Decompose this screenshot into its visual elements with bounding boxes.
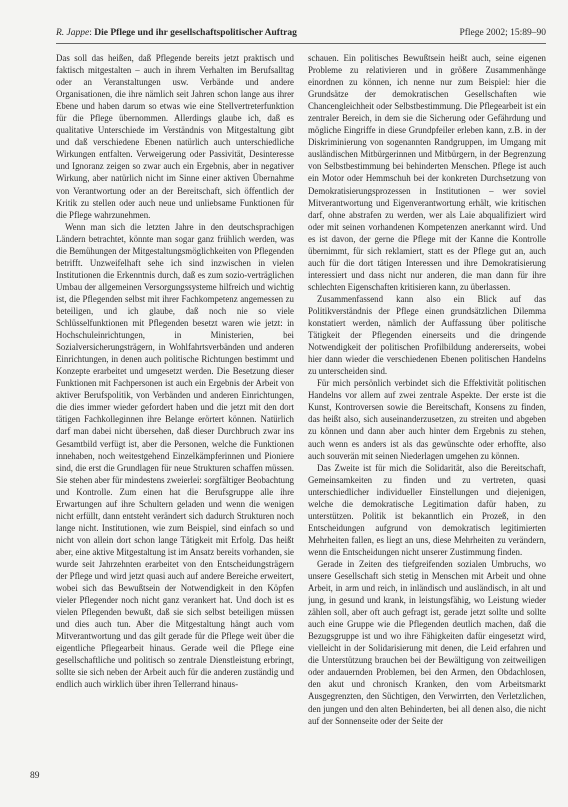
text-column-right: [308, 52, 546, 777]
paragraph: Das soll das heißen, daß Pflegende bereits jetzt praktisch und faktisch mitgestalten – auch in ihrem Verhalten im Berufsalltag oder an Veranstaltungen usw. Verbände und andere Organisationen, die ihre nämlich seit Jahren schon lange aus ihrer Ebene und haben darum so etwas wie eine Stellvertreterfunktion für die Pflege übernommen. Allerdings glaube ich, daß es qualitative Unterschiede im Verständnis von Mitgestaltung gibt und daß verschiedene Ebenen natürlich auch unterschiedliche Wirkungen entfalten. Verweigerung oder Passivität, Desinteresse und Ignoranz zeigen so zwar auch ein Ergebnis, aber in negativer Wirkung, aber natürlich nicht im Sinne einer aktiven Übernahme von Verantwortung oder an der Bereitschaft, sich öffentlich der Kritik zu stellen oder auch neue und unliebsame Funktionen für die Pflege wahrzunehmen.: [56, 53, 294, 220]
header-rule: [56, 43, 546, 44]
text-column-left: [56, 52, 294, 777]
header-journal-citation: Pflege 2002; 15:89–90: [459, 28, 546, 38]
header-left: R. Jappe: Die Pflege und ihr gesellschaftspolitischer Auftrag: [56, 28, 297, 38]
page-number: 89: [30, 771, 40, 781]
paragraph: Das Zweite ist für mich die Solidarität, also die Bereitschaft, Gemeinsamkeiten zu finden und zu vertreten, quasi unterschiedlicher individueller Einstellungen und diejenigen, welche die demokratische Legitimation dafür haben, zu unterstützen. Politik ist bekanntlich ein Prozeß, in den Entscheidungen aufgrund von demokratisch legitimierten Mehrheiten fallen, es liegt an uns, diese Mehrheiten zu verändern, wenn die Entscheidungen nicht unserer Zustimmung finden.: [308, 462, 546, 557]
running-header: [56, 26, 546, 40]
header-author: R. Jappe: [56, 28, 90, 38]
paragraph: schauen. Ein politisches Bewußtsein heißt auch, seine eigenen Probleme zu relativieren und in größere Zusammenhänge einordnen zu können, ich nenne nur zum Beispiel: hier die Grundsätze der demokratischen Gesellschaften wie Chancengleichheit oder Selbstbestimmung. Die Pflegearbeit ist ein zentraler Bereich, in dem sie die Sicherung oder Gefährdung und mögliche Eingriffe in diese Grundpfeiler erleben kann, z.B. in der Diskriminierung von sogenannten Randgruppen, im Umgang mit ausländischen Mitbürgerinnen und Mitbürgern, in der Begrenzung von Selbstbestimmung bei behinderten Menschen. Pflege ist auch ein Motor oder Hemmschuh bei der konkreten Durchsetzung von Demokratisierungsprozessen in Institutionen – wer soviel Mitverantwortung und Eigenverantwortung erhält, wie kritischen darf, ohne abstrafen zu werden, wer als Laie abqualifiziert wird oder mit seinen vorhandenen Kompetenzen anerkannt wird. Und es ist davon, der gerne die Pflege mit der Kanne die Kontrolle übernimmt, für sich reklamiert, statt es der Pflege gut an, auch auch für die dort tätigen Interessen und ihre Demokratisierung interessiert und dass nicht nur anderen, die man dann für ihre schlechten Eigenschaften kritisieren kann, zu überlassen.: [308, 53, 546, 292]
header-article-title: Die Pflege und ihr gesellschaftspolitischer Auftrag: [94, 28, 297, 38]
paragraph: Wenn man sich die letzten Jahre in den deutschsprachigen Ländern betrachtet, könnte man sogar ganz frühlich werden, was die Bemühungen der Mitgestaltungsmöglichkeiten von Pflegenden betrifft. Unzweifelhaft sehe ich sind inzwischen in vielen Institutionen die Erkenntnis durch, daß es zum sozio-verträglichen Umbau der allgemeinen Versorgungssysteme hilfreich und wichtig ist, die Pflegenden selbst mit ihrer Fachkompetenz angemessen zu beteiligen, und ich glaube, daß noch nie so viele Schlüsselfunktionen mit Pflegenden besetzt waren wie jetzt: in Hochschuleinrichtungen, in Ministerien, bei Sozialversicherungsträgern, in Wohlfahrtsverbänden und anderen Einrichtungen, in denen auch politische Richtungen bestimmt und Konzepte erarbeitet und umgesetzt werden. Die Besetzung dieser Funktionen mit Fachpersonen ist auch ein Ergebnis der Arbeit von aktiver Berufspolitik, von Verbänden und anderen Einrichtungen, die dies immer wieder gefordert haben und die jetzt mit den dort tätigen Fachkolleginnen ihre Belange erörtert können. Natürlich darf man dabei nicht übersehen, daß dieser Durchbruch zwar ins Gesamtbild verfügt ist, aber die Personen, welche die Funktionen innehaben, noch weitestgehend Einzelkämpferinnen und Pioniere sind, die erst die Grundlagen für neue Strukturen schaffen müssen. Sie stehen aber für mindestens zweierlei: sorgfältiger Beobachtung und Kontrolle. Zum einen hat die Berufsgruppe alle ihre Erwartungen auf ihre Schultern geladen und wenn die wenigen nicht erfüllt, dann entsteht verändert sich dadurch Strukturen noch lange nicht. Institutionen, wie zum Beispiel, sind einfach so und nicht von allein dort schon lange Tätigkeit mit Erfolg. Das heißt aber, eine aktive Mitgestaltung ist im Ansatz bereits vorhanden, sie wurde seit Jahrzehnten erarbeitet von den Entscheidungsträgern der Pflege und wird jetzt quasi auch auf andere Bereiche erweitert, wobei sich das Bewußtsein der Notwendigkeit in den Köpfen vieler Pflegender noch nicht ganz verankert hat. Und doch ist es vielen Pflegenden bewußt, daß sie sich selbst beteiligen müssen und dies auch tun. Aber die Mitgestaltung hängt auch vom Mitverantwortung und das gilt gerade für die Pflege weit über die eigentliche Pflegearbeit hinaus. Gerade weil die Pflege eine gesellschaftliche und politisch so zentrale Dienstleistung erbringt, sollte sie sich neben der Arbeit auch für die anderen zuständig und endlich auch wirklich über ihren Tellerrand hinaus-: [56, 221, 294, 690]
paragraph: Gerade in Zeiten des tiefgreifenden sozialen Umbruchs, wo unsere Gesellschaft sich stetig in Menschen mit Arbeit und ohne Arbeit, in arm und reich, in inländisch und ausländisch, in alt und jung, in gesund und krank, in leistungsfähig, wo Leistung wieder zählen soll, aber oft auch gefragt ist, gerade jetzt sollte und sollte auch eine Gruppe wie die Pflegenden deutlich machen, daß die Bezugsgruppe ist und wo ihre Fähigkeiten dafür eingesetzt wird, vielleicht in der Solidarisierung mit denen, die Leid erfahren und die Unterstützung brauchen bei der Bewältigung von zeitweiligen oder andauernden Problemen, bei den Armen, den Obdachlosen, den akut und chronisch Kranken, den vom Arbeitsmarkt Ausgegrenzten, den Süchtigen, den Verwirrten, den Verletzlichen, den jungen und den alten Behinderten, bei all denen also, die nicht auf der Sonnenseite oder der Seite der: [308, 558, 546, 726]
paragraph: Zusammenfassend kann also ein Blick auf das Politikverständnis der Pflege einen grundsätzlichen Dilemma konstatiert werden, nämlich der Auffassung über politische Tätigkeit der Pflegenden einerseits und die dringende Notwendigkeit der politischen Profilbildung andererseits, wobei hier dann wieder die verschiedenen Ebenen politischen Handelns zu unterscheiden sind.: [308, 293, 546, 377]
paragraph: Für mich persönlich verbindet sich die Effektivität politischen Handelns vor allem auf zwei zentrale Aspekte. Der erste ist die Kunst, Kontroversen sowie die Bereitschaft, Konsens zu finden, das heißt also, sich auseinanderzusetzen, zu streiten und abgeben zu können und dann aber auch hinter dem Ergebnis zu stehen, auch wenn es anders ist als das gewünschte oder erhoffte, also auch souverän mit seinen Niederlagen umgehen zu können.: [308, 378, 546, 461]
